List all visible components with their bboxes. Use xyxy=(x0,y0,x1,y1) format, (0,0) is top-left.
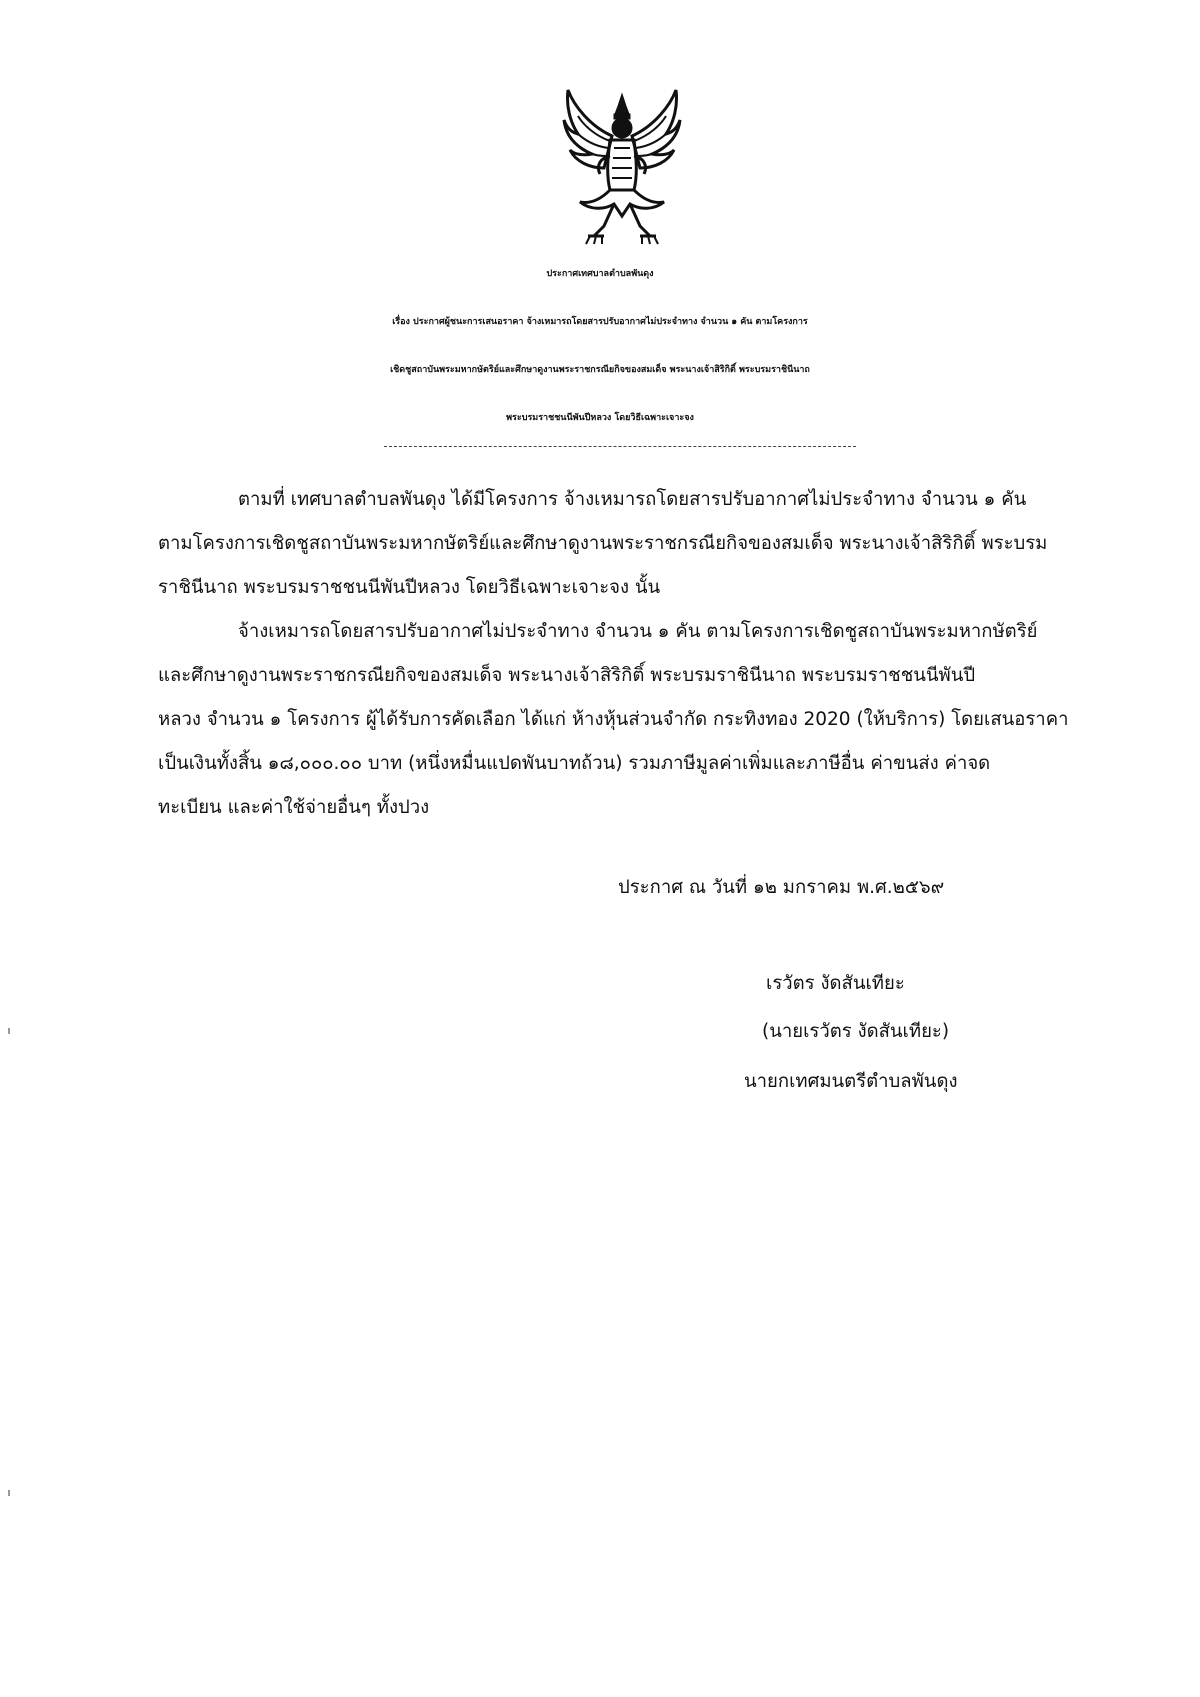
scan-mark xyxy=(8,1028,10,1034)
scan-mark xyxy=(8,1490,10,1496)
paragraph1-line-1: ตามที่ เทศบาลตำบลพันดุง ได้มีโครงการ จ้างเหมารถโดยสารปรับอากาศไม่ประจำทาง จำนวน ๑ คัน xyxy=(238,489,1027,510)
subject-line-1: เรื่อง ประกาศผู้ชนะการเสนอราคา จ้างเหมารถโดยสารปรับอากาศไม่ประจำทาง จำนวน ๑ คัน ตามโครงการ xyxy=(392,317,808,327)
subject-line-2: เชิดชูสถาบันพระมหากษัตริย์และศึกษาดูงานพระราชกรณียกิจของสมเด็จ พระนางเจ้าสิริกิติ์ พระบรมราชินีนาถ xyxy=(390,365,810,375)
paragraph2-line-2: และศึกษาดูงานพระราชกรณียกิจของสมเด็จ พระนางเจ้าสิริกิติ์ พระบรมราชินีนาถ พระบรมราชชนนีพันปี xyxy=(158,665,976,686)
header-divider xyxy=(384,446,856,447)
paragraph2-line-5: ทะเบียน และค่าใช้จ่ายอื่นๆ ทั้งปวง xyxy=(158,797,430,818)
paragraph2-line-3: หลวง จำนวน ๑ โครงการ ผู้ได้รับการคัดเลือก ได้แก่ ห้างหุ้นส่วนจำกัด กระทิงทอง 2020 (ให้บริการ) โดยเสนอราคา xyxy=(158,709,1069,730)
signed-name: เรวัตร งัดสันเทียะ xyxy=(766,973,905,994)
paragraph1-line-3: ราชินีนาถ พระบรมราชชนนีพันปีหลวง โดยวิธีเฉพาะเจาะจง นั้น xyxy=(158,577,661,598)
paragraph2-line-4: เป็นเงินทั้งสิ้น ๑๘,๐๐๐.๐๐ บาท (หนึ่งหมื่นแปดพันบาทถ้วน) รวมภาษีมูลค่าเพิ่มและภาษีอื่น ค่าขนส่ง ค่าจด xyxy=(158,753,991,774)
signer-position: นายกเทศมนตรีตำบลพันดุง xyxy=(744,1071,958,1092)
announcement-date: ประกาศ ณ วันที่ ๑๒ มกราคม พ.ศ.๒๕๖๙ xyxy=(618,877,945,898)
document-title: ประกาศเทศบาลตำบลพันดุง xyxy=(546,269,654,279)
paragraph2-line-1: จ้างเหมารถโดยสารปรับอากาศไม่ประจำทาง จำนวน ๑ คัน ตามโครงการเชิดชูสถาบันพระมหากษัตริย์ xyxy=(238,621,1038,642)
garuda-emblem-icon xyxy=(560,86,684,246)
subject-line-3: พระบรมราชชนนีพันปีหลวง โดยวิธีเฉพาะเจาะจง xyxy=(506,413,694,423)
signer-full-name: (นายเรวัตร งัดสันเทียะ) xyxy=(762,1021,950,1042)
paragraph1-line-2: ตามโครงการเชิดชูสถาบันพระมหากษัตริย์และศึกษาดูงานพระราชกรณียกิจของสมเด็จ พระนางเจ้าสิริกิติ์ พระบรม xyxy=(158,533,1048,554)
